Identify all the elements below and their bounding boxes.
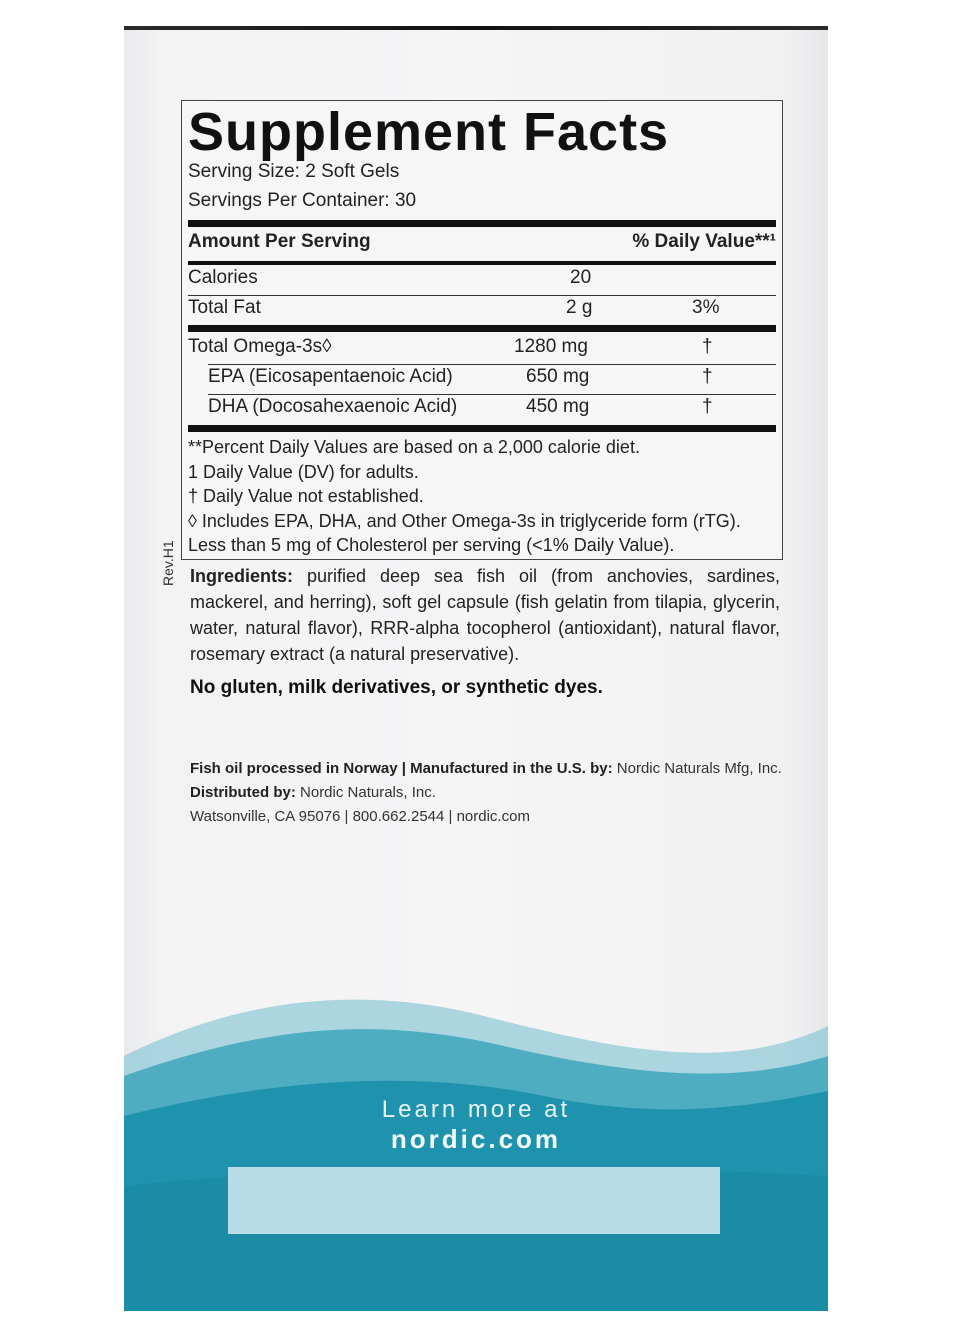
row-amount: 450 mg: [526, 396, 590, 417]
distributed-label: Distributed by:: [190, 784, 296, 801]
footnote: ◊ Includes EPA, DHA, and Other Omega-3s in triglyceride form (rTG).: [188, 511, 741, 531]
row-dv: †: [702, 366, 713, 387]
row-amount: 1280 mg: [514, 336, 588, 357]
thin-divider: [188, 295, 776, 296]
row-amount: 650 mg: [526, 366, 590, 387]
ingredients-list: purified deep sea fish oil (from anchovies, sardines, mackerel, and herring), soft gel capsule (fish gelatin from tilapia, glycerin, water, natural flavor), RRR-alpha tocopherol (antioxidant), natural flavor, rosemary extract (a natural preservative).: [190, 566, 780, 664]
ingredients-text: [190, 563, 780, 667]
ingredients-label: Ingredients:: [190, 566, 294, 586]
footnote: **Percent Daily Values are based on a 2,000 calorie diet.: [188, 437, 640, 457]
thick-divider: [188, 425, 776, 432]
header-daily-value: % Daily Value**¹: [632, 231, 776, 252]
processed-label: Fish oil processed in Norway | Manufactured in the U.S. by:: [190, 760, 613, 777]
row-amount: 2 g: [566, 297, 593, 318]
facts-row: [182, 267, 782, 295]
box-top-edge: [124, 26, 828, 30]
servings-per-container: Servings Per Container: 30: [188, 190, 417, 211]
supplement-facts-panel: [181, 100, 783, 560]
promo-line-1: Learn more at: [381, 1096, 571, 1123]
row-amount: 20: [570, 267, 592, 288]
manufacturer-line: [190, 760, 782, 777]
row-name: Total Omega-3s◊: [188, 336, 332, 357]
facts-header-row: [182, 231, 782, 259]
row-name: EPA (Eicosapentaenoic Acid): [208, 366, 453, 387]
facts-row: [182, 297, 782, 325]
manufacturer-name: Nordic Naturals Mfg, Inc.: [616, 760, 782, 777]
thick-divider: [188, 220, 776, 227]
serving-size: Serving Size: 2 Soft Gels: [188, 161, 400, 182]
revision-code: Rev.H1: [160, 540, 176, 586]
row-dv: †: [702, 396, 713, 417]
thin-divider: [208, 394, 776, 395]
facts-row: [182, 336, 782, 364]
allergen-note: No gluten, milk derivatives, or synthetic dyes.: [190, 677, 603, 698]
row-dv: †: [702, 336, 713, 357]
distributor-name: Nordic Naturals, Inc.: [300, 784, 436, 801]
medium-divider: [188, 261, 776, 265]
product-box-back: [124, 26, 828, 1311]
row-name: Calories: [188, 267, 258, 288]
promo-url: nordic.com: [390, 1124, 562, 1154]
distributor-line: [190, 784, 436, 801]
facts-title: Supplement Facts: [188, 102, 670, 162]
footnote: † Daily Value not established.: [188, 486, 424, 506]
row-name: Total Fat: [188, 297, 261, 318]
footnote: Less than 5 mg of Cholesterol per serving (<1% Daily Value).: [188, 535, 675, 555]
thin-divider: [208, 364, 776, 365]
facts-row: [182, 396, 782, 424]
row-dv: 3%: [692, 297, 720, 318]
thick-divider: [188, 325, 776, 332]
footnote: 1 Daily Value (DV) for adults.: [188, 462, 419, 482]
row-name: DHA (Docosahexaenoic Acid): [208, 396, 458, 417]
facts-row: [182, 366, 782, 394]
barcode-placeholder: [228, 1167, 720, 1234]
header-amount: Amount Per Serving: [188, 231, 371, 252]
address-line: Watsonville, CA 95076 | 800.662.2544 | nordic.com: [190, 808, 530, 825]
